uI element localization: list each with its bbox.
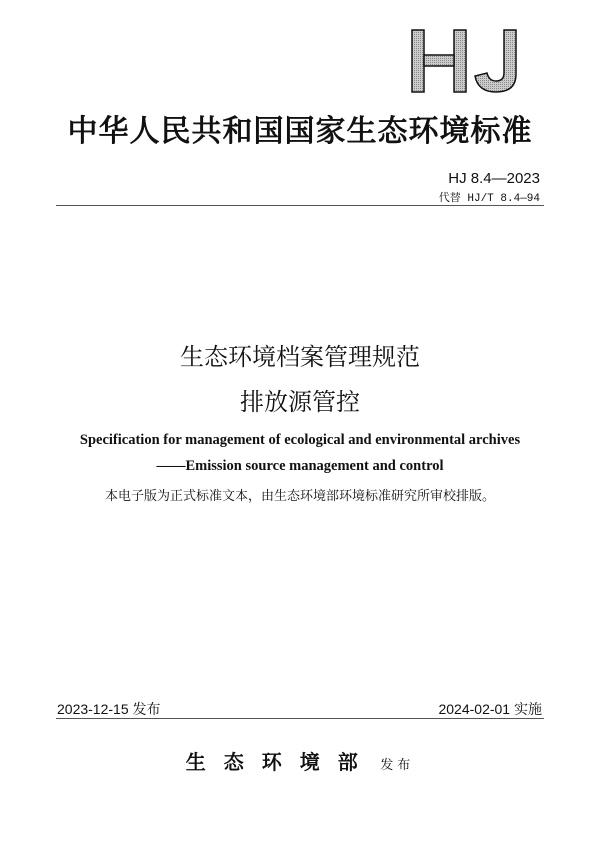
edition-note: 本电子版为正式标准文本，由生态环境部环境标准研究所审校排版。 (104, 488, 495, 503)
title-cn-main: 生态环境档案管理规范 (180, 344, 420, 371)
footer-divider (56, 718, 544, 719)
publisher-org: 生态环境部 (185, 752, 376, 774)
standard-category-title: 中华人民共和国国家生态环境标准 (67, 115, 533, 148)
publisher-action: 发布 (380, 757, 415, 772)
issue-date: 2023-12-15 发布 (57, 701, 161, 717)
implementation-date: 2024-02-01 实施 (438, 701, 542, 717)
title-cn-sub: 排放源管控 (240, 389, 360, 416)
header-divider (56, 205, 544, 206)
replaces-code: 代替 HJ/T 8.4—94 (438, 193, 540, 205)
standard-code: HJ 8.4—2023 (448, 170, 540, 187)
title-en-main: Specification for management of ecological and environmental archives (79, 432, 521, 448)
publisher (0, 746, 600, 775)
title-en-sub: ——Emission source management and control (156, 458, 444, 474)
hj-logo (408, 28, 526, 94)
